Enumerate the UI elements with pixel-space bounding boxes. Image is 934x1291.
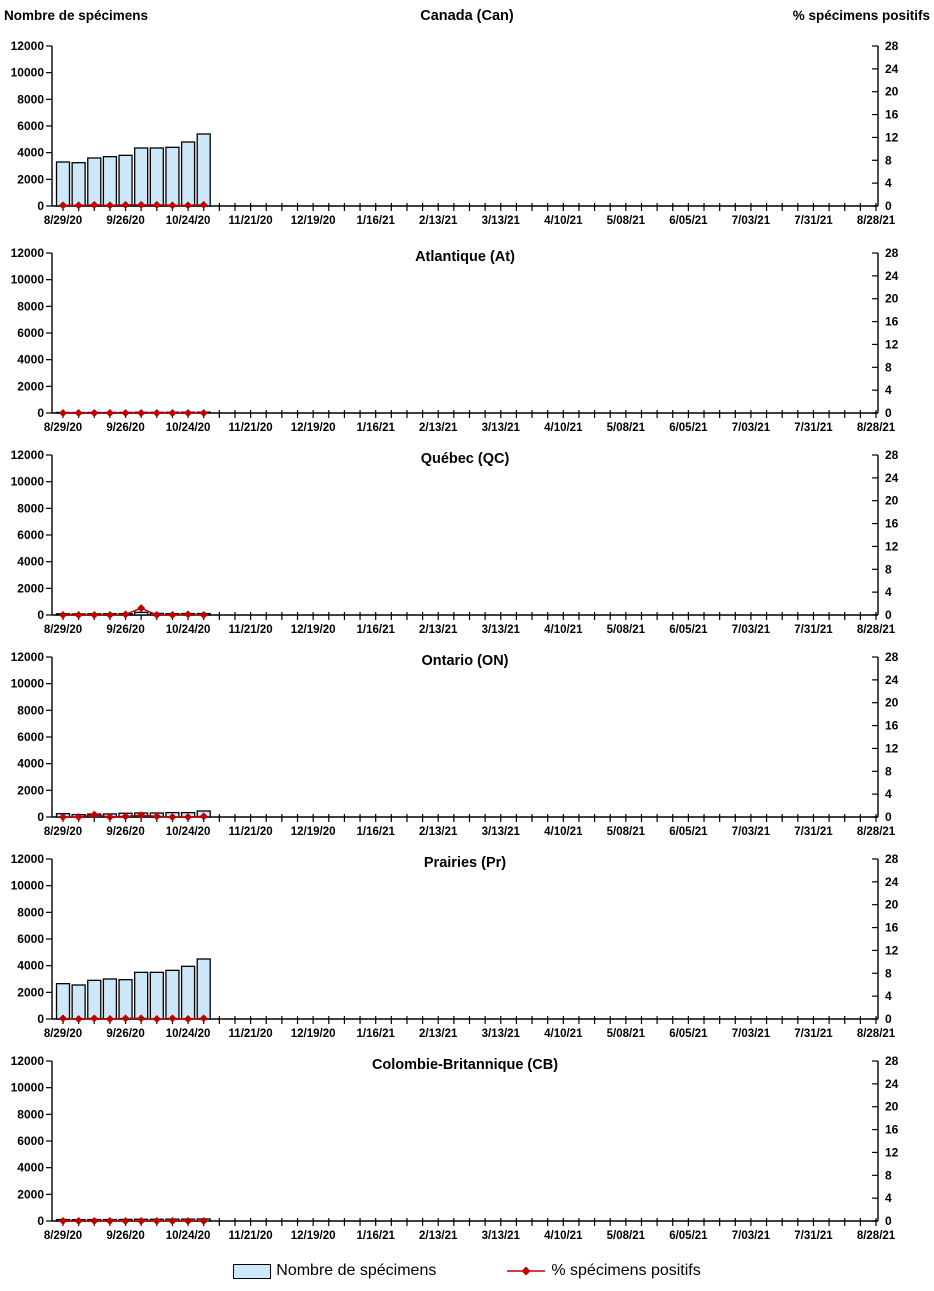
left-tick-label: 10000: [10, 676, 44, 691]
right-tick-label: 0: [885, 406, 892, 420]
pct-line: [63, 1018, 204, 1019]
x-tick-label: 2/13/21: [419, 624, 458, 636]
left-tick-label: 12000: [10, 650, 44, 664]
x-tick-label: 7/03/21: [731, 1028, 771, 1040]
left-tick-label: 6000: [17, 730, 44, 744]
x-tick-label: 2/13/21: [419, 215, 458, 227]
diamond-marker: [153, 611, 161, 619]
x-tick-label: 5/08/21: [606, 826, 646, 838]
bar: [103, 157, 116, 206]
x-tick-label: 9/26/20: [106, 1028, 145, 1040]
x-tick-label: 1/16/21: [356, 1230, 395, 1242]
left-tick-label: 4000: [17, 1160, 44, 1175]
right-tick-label: 16: [885, 920, 899, 935]
x-tick-label: 8/28/21: [856, 422, 896, 434]
x-tick-label: 1/16/21: [356, 215, 395, 227]
right-tick-label: 4: [885, 1191, 892, 1206]
diamond-marker: [90, 1217, 98, 1225]
left-tick-label: 6000: [17, 326, 44, 340]
chart-title: Prairies (Pr): [423, 855, 507, 871]
x-tick-label: 9/26/20: [106, 215, 145, 227]
x-tick-label: 9/26/20: [106, 826, 145, 838]
right-tick-label: 16: [885, 107, 899, 122]
diamond-marker: [184, 409, 192, 417]
diamond-marker: [168, 409, 176, 417]
x-tick-label: 3/13/21: [481, 624, 520, 636]
x-tick-label: 5/08/21: [606, 215, 646, 227]
chart-title: Canada (Can): [420, 8, 514, 24]
right-tick-label: 4: [885, 585, 892, 600]
chart-2: [0, 241, 934, 443]
bar: [57, 984, 70, 1019]
left-tick-label: 6000: [17, 932, 44, 946]
left-tick-label: 8000: [17, 501, 44, 516]
x-tick-label: 4/10/21: [544, 624, 583, 636]
x-tick-label: 8/28/21: [856, 1230, 896, 1242]
x-tick-label: 1/16/21: [356, 1028, 395, 1040]
right-tick-label: 0: [885, 199, 892, 213]
plot-svg: [0, 847, 934, 1044]
x-tick-label: 10/24/20: [165, 215, 211, 227]
left-tick-label: 0: [37, 608, 44, 622]
x-tick-label: 2/13/21: [419, 1028, 458, 1040]
x-tick-label: 8/28/21: [856, 1028, 896, 1040]
x-tick-label: 10/24/20: [165, 624, 211, 636]
left-tick-label: 2000: [17, 783, 44, 798]
chart-title: Colombie-Britannique (CB): [371, 1057, 559, 1073]
diamond-marker: [122, 610, 130, 618]
x-tick-label: 12/19/20: [290, 422, 336, 434]
right-tick-label: 8: [885, 966, 892, 981]
right-tick-label: 8: [885, 562, 892, 577]
chart-3: [0, 443, 934, 645]
bar: [119, 980, 132, 1019]
x-tick-label: 11/21/20: [228, 624, 273, 636]
x-tick-label: 11/21/20: [228, 1230, 273, 1242]
x-tick-label: 7/31/21: [794, 624, 833, 636]
x-tick-label: 3/13/21: [481, 1230, 520, 1242]
x-tick-label: 7/31/21: [794, 826, 833, 838]
line-diamond-icon: [506, 1265, 546, 1277]
x-tick-label: 8/28/21: [856, 826, 896, 838]
diamond-marker: [184, 1217, 192, 1225]
x-tick-label: 4/10/21: [544, 422, 583, 434]
x-tick-label: 11/21/20: [228, 1028, 273, 1040]
legend-item-positifs: [506, 1262, 700, 1280]
x-tick-label: 12/19/20: [290, 624, 336, 636]
right-tick-label: 28: [885, 246, 899, 260]
x-tick-label: 1/16/21: [356, 826, 395, 838]
bar: [103, 979, 116, 1019]
x-tick-label: 3/13/21: [481, 422, 520, 434]
right-tick-label: 24: [885, 470, 899, 485]
x-tick-label: 7/31/21: [794, 1230, 833, 1242]
diamond-marker: [200, 611, 208, 619]
right-tick-label: 4: [885, 383, 892, 398]
diamond-marker: [90, 409, 98, 417]
diamond-marker: [168, 1217, 176, 1225]
bar: [197, 959, 210, 1019]
x-tick-label: 3/13/21: [481, 826, 520, 838]
right-tick-label: 24: [885, 874, 899, 889]
right-tick-label: 28: [885, 39, 899, 53]
right-tick-label: 12: [885, 130, 899, 145]
x-tick-label: 6/05/21: [669, 624, 708, 636]
x-tick-label: 10/24/20: [165, 826, 211, 838]
plot-svg: [0, 32, 934, 236]
bar: [135, 612, 148, 615]
diamond-marker: [184, 610, 192, 618]
left-tick-label: 10000: [10, 65, 44, 80]
left-tick-label: 10000: [10, 878, 44, 893]
x-tick-label: 8/29/20: [43, 826, 83, 838]
x-tick-label: 6/05/21: [669, 422, 708, 434]
x-tick-label: 7/03/21: [731, 215, 771, 227]
bar: [166, 147, 179, 206]
left-tick-label: 8000: [17, 703, 44, 718]
right-tick-label: 24: [885, 1076, 899, 1091]
left-tick-label: 2000: [17, 1187, 44, 1202]
right-tick-label: 12: [885, 337, 899, 352]
bar: [182, 142, 195, 206]
left-tick-label: 12000: [10, 246, 44, 260]
legend-label-specimens: Nombre de spécimens: [276, 1262, 437, 1279]
x-tick-label: 5/08/21: [606, 624, 646, 636]
left-tick-label: 4000: [17, 958, 44, 973]
x-tick-label: 8/29/20: [43, 624, 83, 636]
left-tick-label: 12000: [10, 852, 44, 866]
chart-header: [0, 0, 934, 32]
left-tick-label: 10000: [10, 1080, 44, 1095]
x-tick-label: 7/03/21: [731, 422, 771, 434]
x-tick-label: 5/08/21: [606, 1028, 646, 1040]
right-tick-label: 28: [885, 852, 899, 866]
legend-label-positifs: % spécimens positifs: [551, 1262, 701, 1279]
right-tick-label: 20: [885, 695, 899, 710]
right-tick-label: 8: [885, 1168, 892, 1183]
x-tick-label: 7/31/21: [794, 422, 833, 434]
right-tick-label: 4: [885, 989, 892, 1004]
bar: [72, 985, 85, 1019]
right-tick-label: 24: [885, 61, 899, 76]
left-tick-label: 0: [37, 1214, 44, 1228]
left-tick-label: 6000: [17, 528, 44, 542]
bar: [88, 980, 101, 1019]
x-tick-label: 8/29/20: [43, 422, 83, 434]
x-tick-label: 12/19/20: [290, 826, 336, 838]
x-tick-label: 8/29/20: [43, 1028, 83, 1040]
left-tick-label: 0: [37, 810, 44, 824]
right-tick-label: 0: [885, 1012, 892, 1026]
x-tick-label: 11/21/20: [228, 422, 273, 434]
left-tick-label: 0: [37, 1012, 44, 1026]
x-tick-label: 3/13/21: [481, 215, 520, 227]
right-tick-label: 4: [885, 787, 892, 802]
left-tick-label: 12000: [10, 1054, 44, 1068]
left-tick-label: 2000: [17, 985, 44, 1000]
diamond-marker: [106, 409, 114, 417]
x-tick-label: 10/24/20: [165, 1230, 211, 1242]
right-tick-label: 12: [885, 943, 899, 958]
diamond-marker: [137, 1217, 145, 1225]
x-tick-label: 7/03/21: [731, 826, 771, 838]
left-tick-label: 10000: [10, 272, 44, 287]
right-tick-label: 8: [885, 153, 892, 168]
diamond-marker: [106, 1217, 114, 1225]
bar: [150, 148, 163, 206]
right-axis-title: % spécimens positifs: [792, 8, 930, 23]
right-tick-label: 0: [885, 608, 892, 622]
right-tick-label: 12: [885, 741, 899, 756]
x-tick-label: 6/05/21: [669, 1028, 708, 1040]
left-tick-label: 6000: [17, 1134, 44, 1148]
right-tick-label: 20: [885, 291, 899, 306]
bar: [88, 158, 101, 206]
left-tick-label: 2000: [17, 379, 44, 394]
diamond-marker: [75, 409, 83, 417]
x-tick-label: 8/28/21: [856, 215, 896, 227]
diamond-marker: [90, 611, 98, 619]
chart-title: Québec (QC): [420, 451, 510, 467]
left-tick-label: 8000: [17, 92, 44, 107]
right-tick-label: 16: [885, 314, 899, 329]
x-tick-label: 12/19/20: [290, 1028, 336, 1040]
right-tick-label: 20: [885, 493, 899, 508]
diamond-marker: [59, 1217, 67, 1225]
chart-title: Ontario (ON): [421, 653, 509, 669]
left-tick-label: 12000: [10, 39, 44, 53]
diamond-marker: [153, 1217, 161, 1225]
right-tick-label: 20: [885, 84, 899, 99]
legend: [0, 1251, 934, 1291]
right-tick-label: 20: [885, 897, 899, 912]
left-tick-label: 2000: [17, 172, 44, 187]
right-tick-label: 20: [885, 1099, 899, 1114]
bar: [197, 134, 210, 206]
x-tick-label: 4/10/21: [544, 1230, 583, 1242]
bar: [166, 970, 179, 1019]
x-tick-label: 4/10/21: [544, 1028, 583, 1040]
x-tick-label: 12/19/20: [290, 1230, 336, 1242]
x-tick-label: 6/05/21: [669, 215, 708, 227]
right-tick-label: 28: [885, 650, 899, 664]
bar: [57, 162, 70, 206]
right-tick-label: 28: [885, 1054, 899, 1068]
right-tick-label: 0: [885, 1214, 892, 1228]
plot-svg: [0, 443, 934, 640]
right-tick-label: 8: [885, 360, 892, 375]
x-tick-label: 7/03/21: [731, 1230, 771, 1242]
x-tick-label: 5/08/21: [606, 1230, 646, 1242]
x-tick-label: 3/13/21: [481, 1028, 520, 1040]
right-tick-label: 24: [885, 672, 899, 687]
right-tick-label: 12: [885, 1145, 899, 1160]
bar: [119, 155, 132, 206]
bar: [150, 972, 163, 1019]
diamond-marker: [168, 611, 176, 619]
bar: [135, 148, 148, 206]
chart-1: [0, 0, 934, 241]
bar: [182, 966, 195, 1019]
left-tick-label: 12000: [10, 448, 44, 462]
diamond-marker: [153, 409, 161, 417]
bar: [72, 163, 85, 206]
diamond-marker: [106, 611, 114, 619]
x-tick-label: 1/16/21: [356, 624, 395, 636]
diamond-marker: [122, 409, 130, 417]
right-tick-label: 16: [885, 1122, 899, 1137]
x-tick-label: 11/21/20: [228, 215, 273, 227]
x-tick-label: 2/13/21: [419, 422, 458, 434]
legend-diamond: [522, 1267, 531, 1276]
plot-svg: [0, 241, 934, 438]
diamond-marker: [122, 1217, 130, 1225]
chart-5: [0, 847, 934, 1049]
chart-title: Atlantique (At): [415, 249, 515, 265]
x-tick-label: 4/10/21: [544, 826, 583, 838]
left-tick-label: 8000: [17, 299, 44, 314]
right-tick-label: 8: [885, 764, 892, 779]
x-tick-label: 6/05/21: [669, 1230, 708, 1242]
left-axis-title: Nombre de spécimens: [4, 8, 149, 23]
x-tick-label: 11/21/20: [228, 826, 273, 838]
x-tick-label: 10/24/20: [165, 422, 211, 434]
left-tick-label: 8000: [17, 905, 44, 920]
plot-svg: [0, 1049, 934, 1246]
right-tick-label: 24: [885, 268, 899, 283]
x-tick-label: 4/10/21: [544, 215, 583, 227]
right-tick-label: 12: [885, 539, 899, 554]
x-tick-label: 8/29/20: [43, 215, 83, 227]
x-tick-label: 10/24/20: [165, 1028, 211, 1040]
left-tick-label: 6000: [17, 119, 44, 133]
diamond-marker: [137, 409, 145, 417]
diamond-marker: [200, 1217, 208, 1225]
x-tick-label: 2/13/21: [419, 826, 458, 838]
x-tick-label: 8/29/20: [43, 1230, 83, 1242]
x-tick-label: 8/28/21: [856, 624, 896, 636]
x-tick-label: 9/26/20: [106, 422, 145, 434]
x-tick-label: 1/16/21: [356, 422, 395, 434]
x-tick-label: 5/08/21: [606, 422, 646, 434]
bar: [135, 972, 148, 1019]
x-tick-label: 12/19/20: [290, 215, 336, 227]
chart-6: [0, 1049, 934, 1251]
diamond-marker: [75, 1217, 83, 1225]
x-tick-label: 7/03/21: [731, 624, 771, 636]
right-tick-label: 16: [885, 516, 899, 531]
diamond-marker: [137, 604, 145, 612]
diamond-marker: [59, 611, 67, 619]
x-tick-label: 7/31/21: [794, 215, 833, 227]
right-tick-label: 16: [885, 718, 899, 733]
right-tick-label: 0: [885, 810, 892, 824]
left-tick-label: 0: [37, 199, 44, 213]
plot-svg: [0, 645, 934, 842]
diamond-marker: [75, 611, 83, 619]
left-tick-label: 8000: [17, 1107, 44, 1122]
left-tick-label: 0: [37, 406, 44, 420]
pct-line: [63, 205, 204, 206]
left-tick-label: 4000: [17, 554, 44, 569]
diamond-marker: [200, 409, 208, 417]
x-tick-label: 9/26/20: [106, 1230, 145, 1242]
bar-swatch-icon: [233, 1264, 271, 1279]
left-tick-label: 4000: [17, 756, 44, 771]
left-tick-label: 4000: [17, 352, 44, 367]
right-tick-label: 28: [885, 448, 899, 462]
x-tick-label: 2/13/21: [419, 1230, 458, 1242]
x-tick-label: 7/31/21: [794, 1028, 833, 1040]
diamond-marker: [59, 409, 67, 417]
x-tick-label: 6/05/21: [669, 826, 708, 838]
chart-4: [0, 645, 934, 847]
left-tick-label: 10000: [10, 474, 44, 489]
legend-item-specimens: [233, 1262, 436, 1280]
right-tick-label: 4: [885, 176, 892, 191]
left-tick-label: 4000: [17, 145, 44, 160]
x-tick-label: 9/26/20: [106, 624, 145, 636]
left-tick-label: 2000: [17, 581, 44, 596]
